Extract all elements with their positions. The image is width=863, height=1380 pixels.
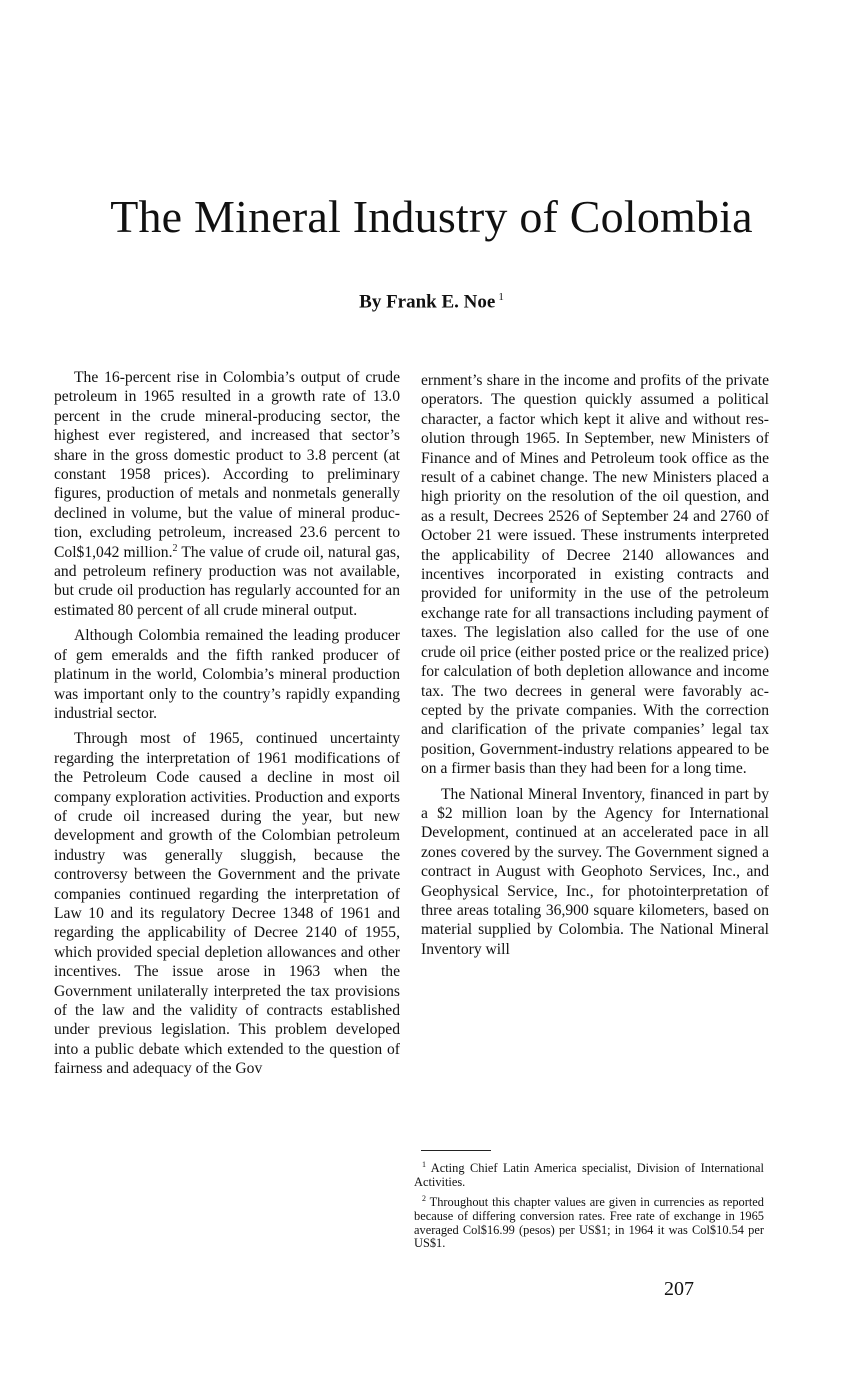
body-paragraph: The 16-percent rise in Colombia’s output of crude petroleum in 1965 resulted in a growth rate of 13.0 percent in the crude mineral-producing sector, the highest ever registered, and increased that sector’s share in the gross domestic product to 3.8 percent (at constant 1958 prices). According to preliminary figures, production of metals and nonmetals generally declined in volume, but the value of mineral production, excluding petroleum, increased 23.6 percent to Col$1,042 million.$^2$ The value of crude oil, natural gas, and petroleum refinery production was not available, but crude oil production has regularly accounted for an estimated 80 percent of all crude mineral output. (54, 369, 400, 619)
body-paragraph: Through most of 1965, continued uncertainty regarding the interpretation of 1961 modifications of the Petroleum Code caused a decline in most oil company exploration activities. Production and exports of crude oil increased during the year, but new development and growth of the Colombian petroleum industry was generally sluggish, because the controversy between the Government and the private companies continued regarding the interpretation of Law 10 and its regulatory Decree 1348 of 1961 and regarding the applicability of Decree 2140 of 1955, which provided special depletion allowances and other incentives. The issue arose in 1963 when the Government unilaterally interpreted the tax provisions of the law and the validity of contracts established under previous legislation. This problem developed into a public debate which extended to the question of fairness and adequacy of the Gov (54, 730, 400, 1078)
author-footnote-ref: 1 (498, 291, 504, 303)
footnote: $^1$ Acting Chief Latin America specialist, Division of International Activities. (414, 1160, 764, 1189)
author-byline (0, 291, 863, 313)
body-paragraph-continued: ernment’s share in the income and profits of the private operators. The question quickly assumed a political character, a factor which kept it alive and without resolution through 1965. In September, new Ministers of Finance and of Mines and Petroleum took office as the result of a cabinet change. The new Ministers placed a high priority on the resolution of the oil question, and as a result, Decrees 2526 of September 24 and 2760 of October 21 were issued. These instruments interpreted the applicability of Decree 2140 allowances and incentives incorporated in existing contracts and provided for uniformity in the use of the petroleum exchange rate for all transactions including payment of taxes. The legislation also called for the use of one crude oil price (either posted price or the realized price) for calculation of both depletion allowance and income tax. The two decrees in general were favorably accepted by the private companies. With the correction and clarification of the private companies’ legal tax position, Government-industry relations appeared to be on a firmer basis than they had been for a long time. (421, 372, 769, 778)
author-name: By Frank E. Noe (359, 291, 496, 313)
footnotes (414, 1158, 764, 1254)
body-paragraph: Although Colombia remained the leading producer of gem emeralds and the fifth ranked producer of platinum in the world, Colombia’s mineral production was important only to the country’s rapidly expanding industrial sector. (54, 627, 400, 722)
body-paragraph: The National Mineral Inventory, financed in part by a $2 million loan by the Agency for International Development, continued at an accelerated pace in all zones covered by the survey. The Government signed a contract in August with Geophoto Services, Inc., and Geophysical Service, Inc., for photointerpretation of three areas totaling 36,900 square kilometers, based on material supplied by Colombia. The National Mineral Inventory will (421, 785, 769, 958)
footnote-divider (421, 1150, 491, 1151)
page-number: 207 (664, 1278, 694, 1300)
right-column (421, 371, 769, 965)
footnote-ref: 2 (172, 542, 178, 554)
article-title: The Mineral Industry of Colombia (110, 191, 753, 242)
footnote-number: 2 (422, 1194, 426, 1204)
footnote: $^2$ Throughout this chapter values are given in currencies as reported because of differing conversion rates. Free rate of exchange in 1965 averaged Col$16.99 (pesos) per US$1; in 1964 it was Col$10.54 per US$1. (414, 1194, 764, 1251)
footnote-number: 1 (422, 1160, 426, 1169)
left-column (54, 368, 400, 1085)
